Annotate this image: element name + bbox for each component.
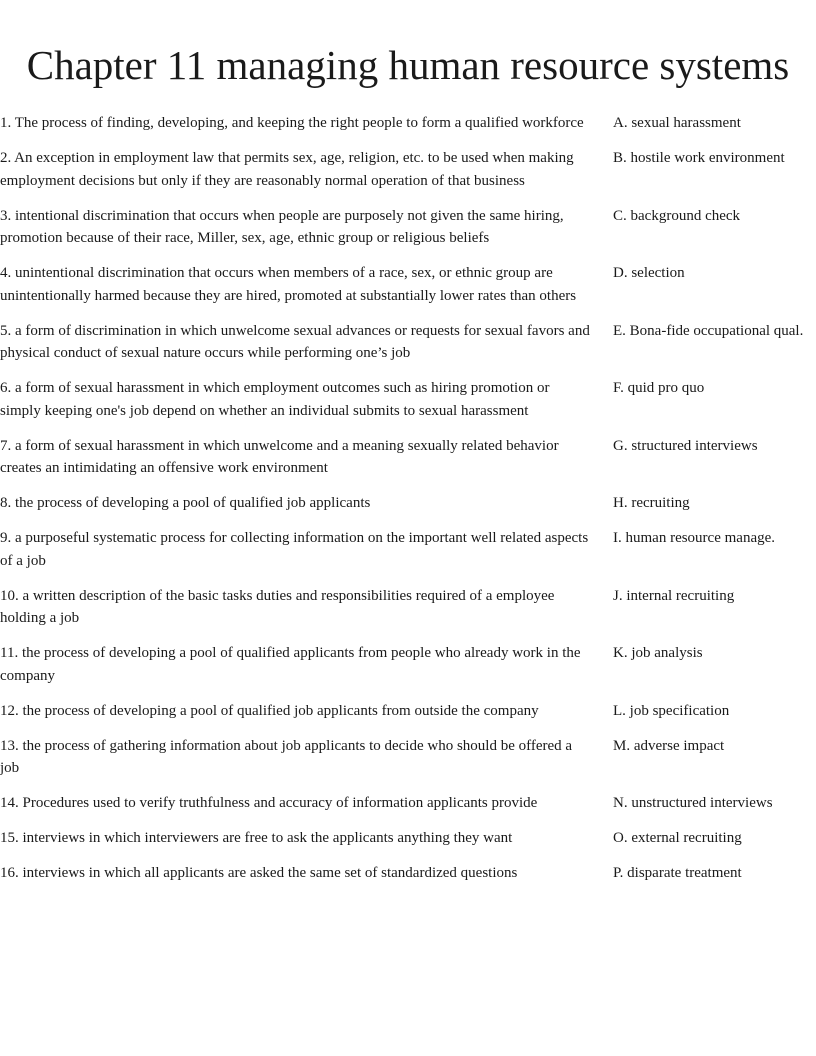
term-text: C. background check (613, 207, 741, 224)
matching-row (0, 320, 816, 365)
term-text: G. structured interviews (613, 437, 758, 454)
definition-text: 12. the process of developing a pool of qualified job applicants from outside the company (0, 702, 539, 719)
definition-text: 5. a form of discrimination in which unwelcome sexual advances or requests for sexual favors and physical conduct of sexual nature occurs while performing one’s job (0, 322, 590, 361)
matching-row (0, 112, 816, 135)
term-text: J. internal recruiting (613, 587, 735, 604)
definition-text: 7. a form of sexual harassment in which unwelcome and a meaning sexually related behavior creates an intimidating an offensive work environment (0, 437, 559, 476)
matching-row (0, 527, 816, 572)
definition-text: 16. interviews in which all applicants are asked the same set of standardized questions (0, 865, 518, 881)
term-text: O. external recruiting (613, 830, 742, 846)
matching-row (0, 827, 816, 850)
page-title: Chapter 11 managing human resource systems (26, 42, 790, 88)
definition-text: 2. An exception in employment law that permits sex, age, religion, etc. to be used when making employment decisions but only if they are reasonably normal operation of that business (0, 150, 574, 189)
matching-list (0, 112, 816, 897)
term-text: P. disparate treatment (613, 865, 742, 881)
term-text: F. quid pro quo (613, 380, 705, 396)
term-text: K. job analysis (613, 645, 703, 661)
matching-row (0, 492, 816, 515)
definition-text: 10. a written description of the basic tasks duties and responsibilities required of a employee holding a job (0, 587, 555, 626)
term-text: M. adverse impact (613, 737, 725, 754)
matching-row (0, 262, 816, 307)
matching-row (0, 642, 816, 687)
definition-text: 4. unintentional discrimination that occurs when members of a race, sex, or ethnic group are unintentionally harmed because they are hired, promoted at substantially lower rates than others (0, 265, 577, 304)
term-text: H. recruiting (613, 495, 690, 511)
definition-text: 13. the process of gathering information about job applicants to decide who should be offered a job (0, 737, 573, 776)
matching-row (0, 205, 816, 250)
definition-text: 8. the process of developing a pool of qualified job applicants (0, 495, 371, 511)
term-text: I. human resource manage. (613, 530, 776, 546)
definition-text: 6. a form of sexual harassment in which employment outcomes such as hiring promotion or simply keeping one's job depend on whether an individual submits to sexual harassment (0, 380, 550, 419)
term-text: L. job specification (613, 702, 730, 719)
term-text: D. selection (613, 265, 685, 281)
definition-text: 15. interviews in which interviewers are free to ask the applicants anything they want (0, 830, 513, 846)
definition-text: 3. intentional discrimination that occurs when people are purposely not given the same hiring, promotion because of their race, Miller, sex, age, ethnic group or religious beliefs (0, 207, 564, 246)
matching-row (0, 147, 816, 192)
definition-text: 1. The process of finding, developing, and keeping the right people to form a qualified workforce (0, 115, 584, 131)
matching-row (0, 862, 816, 885)
definition-text: 11. the process of developing a pool of qualified applicants from people who already work in the company (0, 645, 581, 684)
term-text: N. unstructured interviews (613, 795, 773, 811)
term-text: B. hostile work environment (613, 150, 785, 166)
term-text: A. sexual harassment (613, 115, 741, 131)
matching-row (0, 700, 816, 723)
matching-row (0, 735, 816, 780)
definition-text: 9. a purposeful systematic process for collecting information on the important well related aspects of a job (0, 530, 589, 569)
matching-row (0, 377, 816, 422)
matching-row (0, 792, 816, 815)
definition-text: 14. Procedures used to verify truthfulness and accuracy of information applicants provide (0, 795, 538, 811)
matching-row (0, 435, 816, 480)
term-text: E. Bona-fide occupational qual. (613, 322, 804, 339)
matching-row (0, 585, 816, 630)
